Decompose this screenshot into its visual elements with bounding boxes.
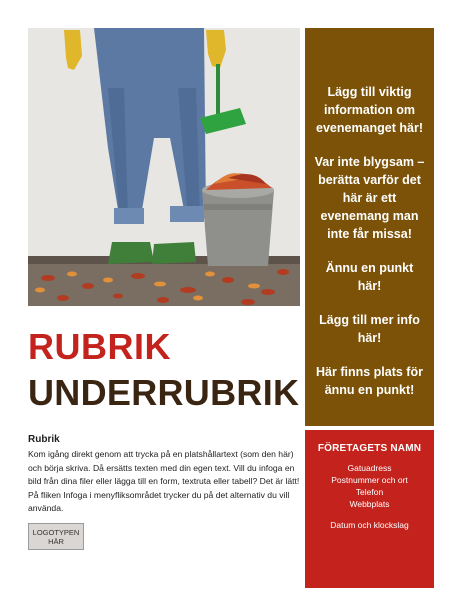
logo-placeholder: LOGOTYPEN HÄR bbox=[28, 523, 84, 550]
phone: Telefon bbox=[355, 487, 384, 497]
sidebar-item: Var inte blygsam – berätta varför det här är ett evenemang man inte får missa! bbox=[314, 155, 425, 241]
website: Webbplats bbox=[349, 499, 390, 509]
page-title: RUBRIK bbox=[28, 326, 171, 367]
event-info-sidebar bbox=[305, 28, 434, 426]
sidebar-item: Lägg till viktig information om evenemanget här! bbox=[316, 85, 423, 135]
hero-photo bbox=[28, 28, 300, 306]
date-time: Datum och klockslag bbox=[330, 520, 409, 530]
company-name: FÖRETAGETS NAMN bbox=[317, 443, 422, 454]
sidebar-item: Ännu en punkt här! bbox=[325, 261, 414, 293]
sidebar-item: Här finns plats för ännu en punkt! bbox=[316, 365, 423, 397]
body-text: Kom igång direkt genom att trycka på en platshållartext (som den här) och börja skriva. Då ersätts texten med din egen text. Vill du infoga en bild från dina filer eller lägga till en form, textruta eller tabell? Det är lätt! På fliken Infoga i menyfliksområdet trycker du på det alternativ du vill använda. bbox=[28, 449, 300, 513]
postal-city: Postnummer och ort bbox=[331, 475, 408, 485]
page-subtitle: UNDERRUBRIK bbox=[28, 372, 300, 413]
sidebar-item: Lägg till mer info här! bbox=[319, 313, 420, 345]
street-address: Gatuadress bbox=[347, 463, 392, 473]
section-heading: Rubrik bbox=[28, 434, 60, 445]
company-box bbox=[305, 430, 434, 588]
